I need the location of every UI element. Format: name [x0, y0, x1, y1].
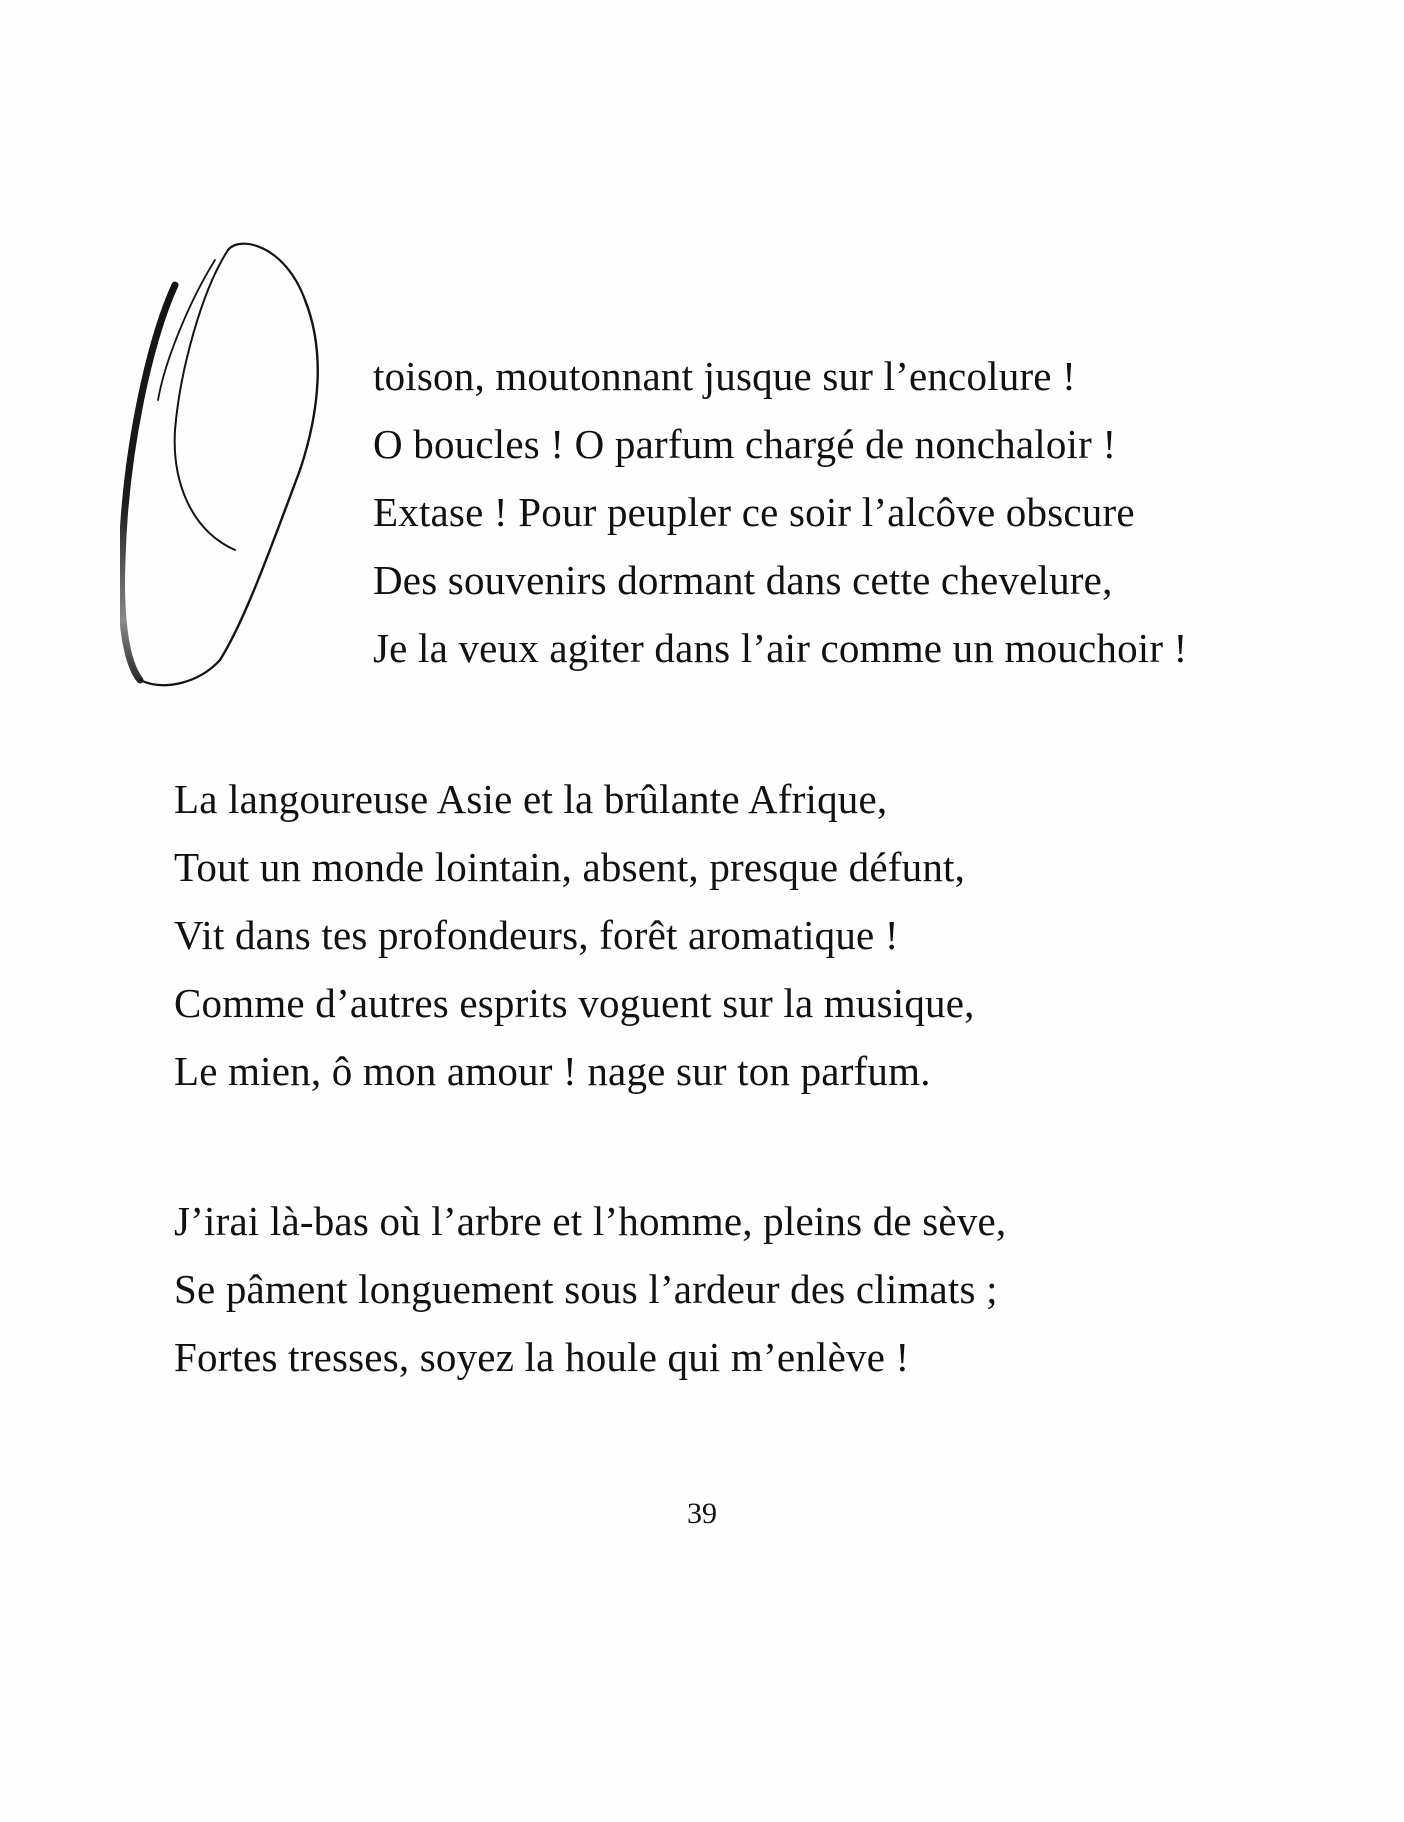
verse-line: Se pâment longuement sous l’ardeur des climats ;	[174, 1266, 998, 1312]
verse-line: Comme d’autres esprits voguent sur la musique,	[174, 980, 975, 1026]
verse-line: Des souvenirs dormant dans cette chevelure,	[373, 557, 1113, 603]
verse-line: Vit dans tes profondeurs, forêt aromatique !	[174, 912, 899, 958]
stanza-1	[373, 342, 1188, 682]
verse-line: toison, moutonnant jusque sur l’encolure !	[373, 353, 1076, 399]
verse-line: O boucles ! O parfum chargé de nonchaloir !	[373, 421, 1117, 467]
stanza-2	[174, 765, 975, 1105]
verse-line: Le mien, ô mon amour ! nage sur ton parfum.	[174, 1048, 931, 1094]
verse-line: J’irai là-bas où l’arbre et l’homme, pleins de sève,	[174, 1198, 1007, 1244]
verse-line: La langoureuse Asie et la brûlante Afrique,	[174, 776, 888, 822]
stanza-3	[174, 1187, 1006, 1391]
verse-line: Extase ! Pour peupler ce soir l’alcôve obscure	[373, 489, 1135, 535]
verse-line: Je la veux agiter dans l’air comme un mouchoir !	[373, 625, 1188, 671]
verse-line: Tout un monde lointain, absent, presque défunt,	[174, 844, 966, 890]
calligraphic-initial-o	[120, 230, 340, 700]
verse-line: Fortes tresses, soyez la houle qui m’enlève !	[174, 1334, 910, 1380]
page-number: 39	[687, 1497, 717, 1530]
